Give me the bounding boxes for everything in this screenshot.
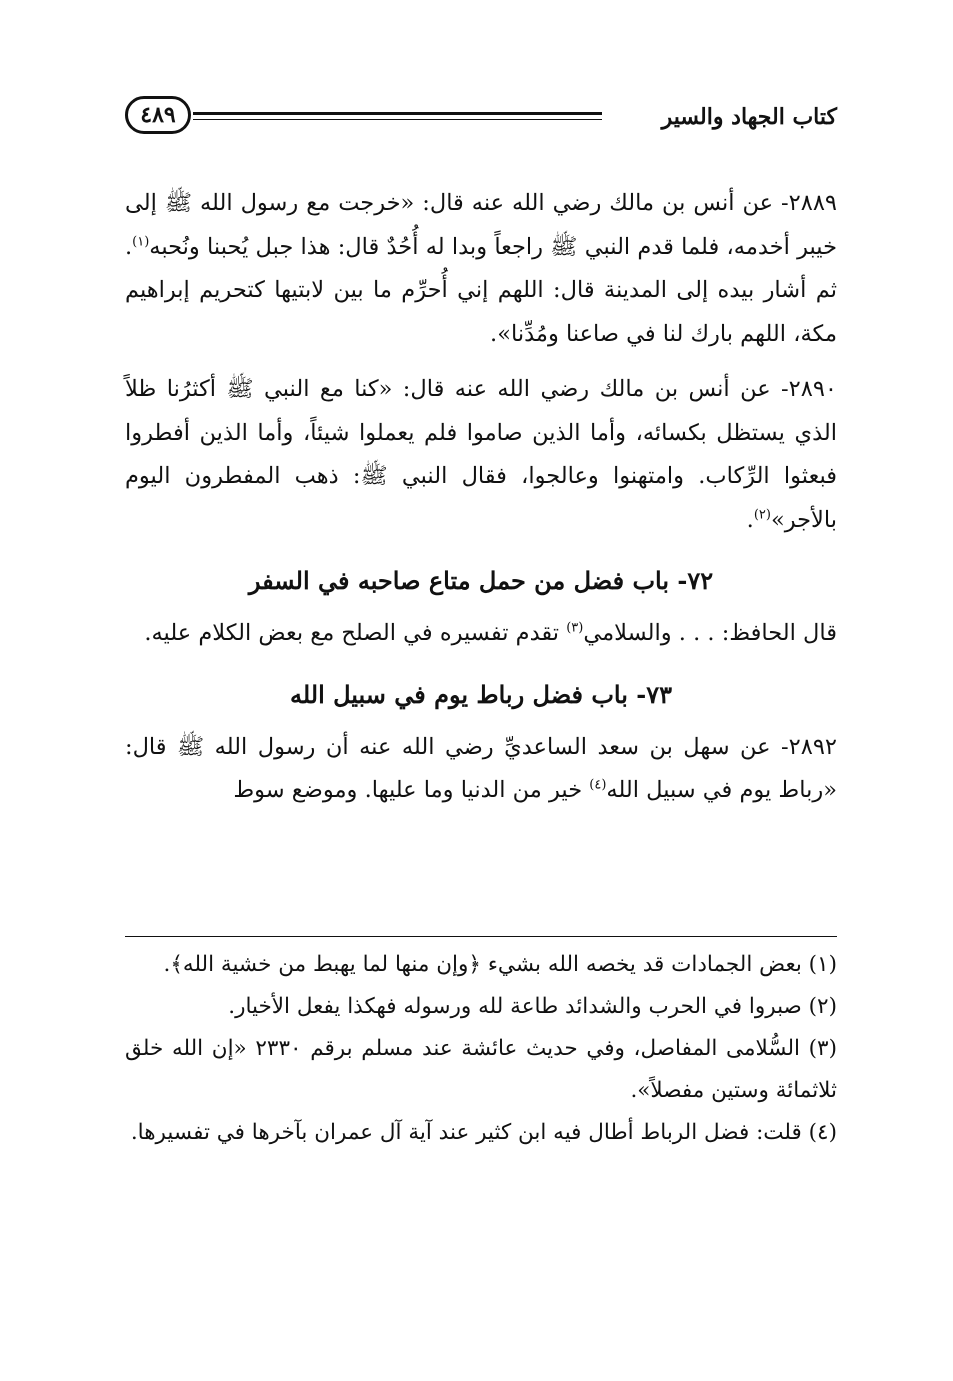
- hafiz-commentary-text-end: تقدم تفسيره في الصلح مع بعض الكلام عليه.: [144, 620, 567, 646]
- footnote-2: (٢) صبروا في الحرب والشدائد طاعة لله ورسوله فهكذا يفعل الأخيار.: [228, 994, 837, 1019]
- chapter-heading-73: ٧٣- باب فضل رباط يوم في سبيل الله: [289, 679, 673, 709]
- hadith-2892: [125, 726, 837, 813]
- book-page: [125, 0, 837, 1381]
- hadith-2892-text: ٢٨٩٢- عن سهل بن سعد الساعديِّ رضي الله عنه أن رسول الله ﷺ قال: «رباط يوم في سبيل الله: [125, 733, 837, 803]
- hadith-2892-text-end: خير من الدنيا وما عليها. وموضع سوط: [233, 777, 590, 803]
- chapter-title: كتاب الجهاد والسير: [661, 104, 837, 130]
- hadith-2889-text: ٢٨٨٩- عن أنس بن مالك رضي الله عنه قال: «خرجت مع رسول الله ﷺ إلى خيبر أخدمه، فلما قدم النبي ﷺ راجعاً وبدا له أُحُدٌ قال: هذا جبل يُحبنا ونُحبه: [125, 190, 837, 260]
- hadith-2889-text-end: . ثم أشار بيده إلى المدينة قال: اللهم إني أُحرِّم ما بين لابتيها كتحريم إبراهيم مكة، اللهم بارك لنا في صاعنا ومُدِّنا».: [125, 233, 837, 347]
- footnote-3: (٣) السُّلامى المفاصل، وفي حديث عائشة عند مسلم برقم ٢٣٣٠ «إن الله خلق ثلاثمائة وستين مفصلاً».: [125, 1036, 837, 1103]
- header-rule-thin: [193, 119, 602, 120]
- footnote-ref-2[interactable]: (٢): [753, 507, 771, 522]
- chapter-heading-72: ٧٢- باب فضل من حمل متاع صاحبه في السفر: [248, 566, 714, 595]
- hadith-2889: [125, 182, 837, 356]
- footnote-ref-3[interactable]: (٣): [566, 620, 584, 636]
- footnote-4: (٤) قلت: فضل الرباط أطال فيه ابن كثير عند آية آل عمران بآخرها في تفسيرها.: [130, 1120, 837, 1145]
- footnote-1: (١) بعض الجمادات قد يخصه الله بشيء ﴿وإن منها لما يهبط من خشية الله﴾.: [163, 952, 837, 977]
- page-header: [125, 92, 837, 138]
- hafiz-commentary: [125, 612, 837, 656]
- header-rule-thick: [193, 112, 602, 115]
- footnote-divider: [125, 936, 837, 937]
- main-text: [125, 182, 837, 813]
- footnote-ref-1[interactable]: (١): [132, 234, 150, 249]
- hadith-2890-text-end: .: [746, 506, 754, 533]
- page-number: ٤٨٩: [125, 96, 191, 134]
- hafiz-commentary-text: قال الحافظ: . . . والسلامي: [583, 620, 837, 646]
- hadith-2890: [125, 368, 837, 542]
- hadith-2890-text: ٢٨٩٠- عن أنس بن مالك رضي الله عنه قال: «كنا مع النبي ﷺ أكثرُنا ظلاً الذي يستظل بكسائه، وأما الذين صاموا فلم يعملوا شيئاً، وأما الذين أفطروا فبعثوا الرِّكاب. وامتهنوا وعالجوا، فقال النبي ﷺ: ذهب المفطرون اليوم بالأجر»: [125, 376, 837, 533]
- footnotes: [125, 944, 837, 1154]
- footnote-ref-4[interactable]: (٤): [589, 777, 607, 793]
